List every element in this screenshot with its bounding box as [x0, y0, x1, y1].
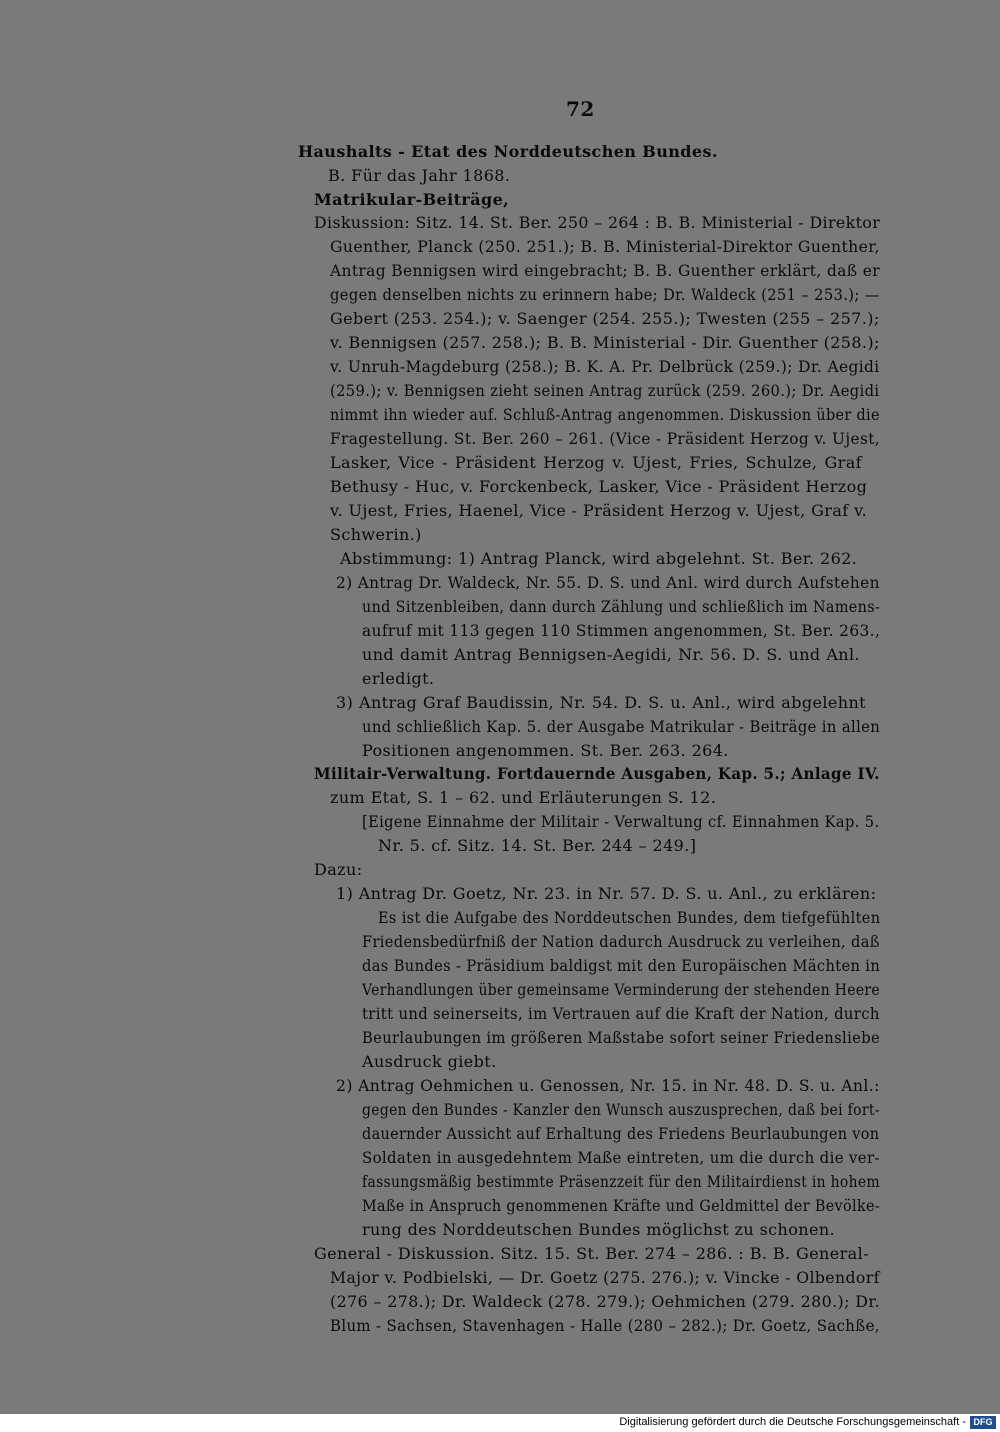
text-line: (276 – 278.); Dr. Waldeck (278. 279.); Oehmichen (279. 280.); Dr. — [330, 1292, 881, 1311]
text-line: Gebert (253. 254.); v. Saenger (254. 255.); Twesten (255 – 257.); — [330, 309, 880, 328]
text-line: Positionen angenommen. St. Ber. 263. 264. — [362, 741, 729, 760]
text-line: Beurlaubungen im größeren Maßstabe sofort seiner Friedensliebe — [362, 1028, 881, 1047]
subsection-heading: Matrikular-Beiträge, — [314, 190, 510, 209]
text-line: Major v. Podbielski, — Dr. Goetz (275. 276.); v. Vincke - Olbendorf — [330, 1268, 880, 1287]
vote-line: Abstimmung: 1) Antrag Planck, wird abgelehnt. St. Ber. 262. — [340, 549, 858, 568]
text-line: 2) Antrag Dr. Waldeck, Nr. 55. D. S. und Anl. wird durch Aufstehen — [336, 573, 880, 592]
text-line: 2) Antrag Oehmichen u. Genossen, Nr. 15. in Nr. 48. D. S. u. Anl.: — [336, 1076, 880, 1095]
text-line: gegen den Bundes - Kanzler den Wunsch auszusprechen, daß bei fort- — [362, 1100, 880, 1119]
text-line: Guenther, Planck (250. 251.); B. B. Ministerial-Direktor Guenther, — [330, 237, 880, 256]
text-line: v. Ujest, Fries, Haenel, Vice - Präsident Herzog v. Ujest, Graf v. — [330, 501, 868, 520]
text-line: nimmt ihn wieder auf. Schluß-Antrag angenommen. Diskussion über die — [330, 405, 880, 424]
text-line: v. Bennigsen (257. 258.); B. B. Ministerial - Dir. Guenther (258.); — [330, 333, 880, 352]
text-line: Maße in Anspruch genommenen Kräfte und Geldmittel der Bevölke- — [362, 1196, 881, 1215]
text-line: erledigt. — [362, 669, 435, 688]
text-line: dauernder Aussicht auf Erhaltung des Friedens Beurlaubungen von — [362, 1124, 880, 1143]
text-line: aufruf mit 113 gegen 110 Stimmen angenommen, St. Ber. 263., — [362, 621, 881, 640]
text-line: Dazu: — [314, 860, 363, 879]
text-line: und schließlich Kap. 5. der Ausgabe Matrikular - Beiträge in allen — [362, 717, 881, 736]
text-line: [Eigene Einnahme der Militair - Verwaltung cf. Einnahmen Kap. 5. — [362, 812, 880, 831]
text-line: (259.); v. Bennigsen zieht seinen Antrag zurück (259. 260.); Dr. Aegidi — [330, 381, 880, 400]
text-line: v. Unruh-Magdeburg (258.); B. K. A. Pr. Delbrück (259.); Dr. Aegidi — [330, 357, 880, 376]
text-line: Schwerin.) — [330, 525, 422, 544]
text-line: Soldaten in ausgedehntem Maße eintreten, um die durch die ver- — [362, 1148, 880, 1167]
text-line: Diskussion: Sitz. 14. St. Ber. 250 – 264 : B. B. Ministerial - Direktor — [314, 213, 881, 232]
text-line: 1) Antrag Dr. Goetz, Nr. 23. in Nr. 57. D. S. u. Anl., zu erklären: — [336, 884, 877, 903]
text-line: General - Diskussion. Sitz. 15. St. Ber. 274 – 286. : B. B. General- — [314, 1244, 869, 1263]
text-line: Antrag Bennigsen wird eingebracht; B. B. Guenther erklärt, daß er — [330, 261, 880, 280]
text-line: Ausdruck giebt. — [362, 1052, 497, 1071]
text-line: Fragestellung. St. Ber. 260 – 261. (Vice - Präsident Herzog v. Ujest, — [330, 429, 880, 448]
text-line: Nr. 5. cf. Sitz. 14. St. Ber. 244 – 249.] — [378, 836, 697, 855]
section-heading-military: Militair-Verwaltung. Fortdauernde Ausgaben, Kap. 5.; Anlage IV. — [314, 764, 880, 783]
text-line: 3) Antrag Graf Baudissin, Nr. 54. D. S. u. Anl., wird abgelehnt — [336, 693, 866, 712]
text-line: Es ist die Aufgabe des Norddeutschen Bundes, dem tiefgefühlten — [378, 908, 881, 927]
text-line: Bethusy - Huc, v. Forckenbeck, Lasker, Vice - Präsident Herzog — [330, 477, 868, 496]
text-line: tritt und seinerseits, im Vertrauen auf die Kraft der Nation, durch — [362, 1004, 880, 1023]
text-line: das Bundes - Präsidium baldigst mit den Europäischen Mächten in — [362, 956, 881, 975]
text-line: Verhandlungen über gemeinsame Verminderung der stehenden Heere — [362, 980, 880, 999]
text-line: und damit Antrag Bennigsen-Aegidi, Nr. 56. D. S. und Anl. — [362, 645, 860, 664]
text-line: und Sitzenbleiben, dann durch Zählung und schließlich im Namens- — [362, 597, 881, 616]
text-line: Blum - Sachsen, Stavenhagen - Halle (280 – 282.); Dr. Goetz, Sachße, — [330, 1316, 880, 1335]
text-line: zum Etat, S. 1 – 62. und Erläuterungen S. 12. — [330, 788, 717, 807]
digitization-credit: Digitalisierung gefördert durch die Deutsche Forschungsgemeinschaft - — [619, 1416, 966, 1428]
page-number: 72 — [566, 97, 595, 121]
dfg-logo: DFG — [970, 1416, 996, 1429]
text-line: rung des Norddeutschen Bundes möglichst zu schonen. — [362, 1220, 836, 1239]
section-heading: Haushalts - Etat des Norddeutschen Bundes. — [298, 142, 718, 161]
footer-bar — [0, 1414, 1000, 1432]
text-line: Lasker, Vice - Präsident Herzog v. Ujest, Fries, Schulze, Graf — [330, 453, 862, 472]
subheading-year: B. Für das Jahr 1868. — [328, 166, 511, 185]
text-line: Friedensbedürfniß der Nation dadurch Ausdruck zu verleihen, daß — [362, 932, 880, 951]
text-line: fassungsmäßig bestimmte Präsenzzeit für den Militairdienst in hohem — [362, 1172, 880, 1191]
text-line: gegen denselben nichts zu erinnern habe; Dr. Waldeck (251 – 253.); — — [330, 285, 880, 304]
